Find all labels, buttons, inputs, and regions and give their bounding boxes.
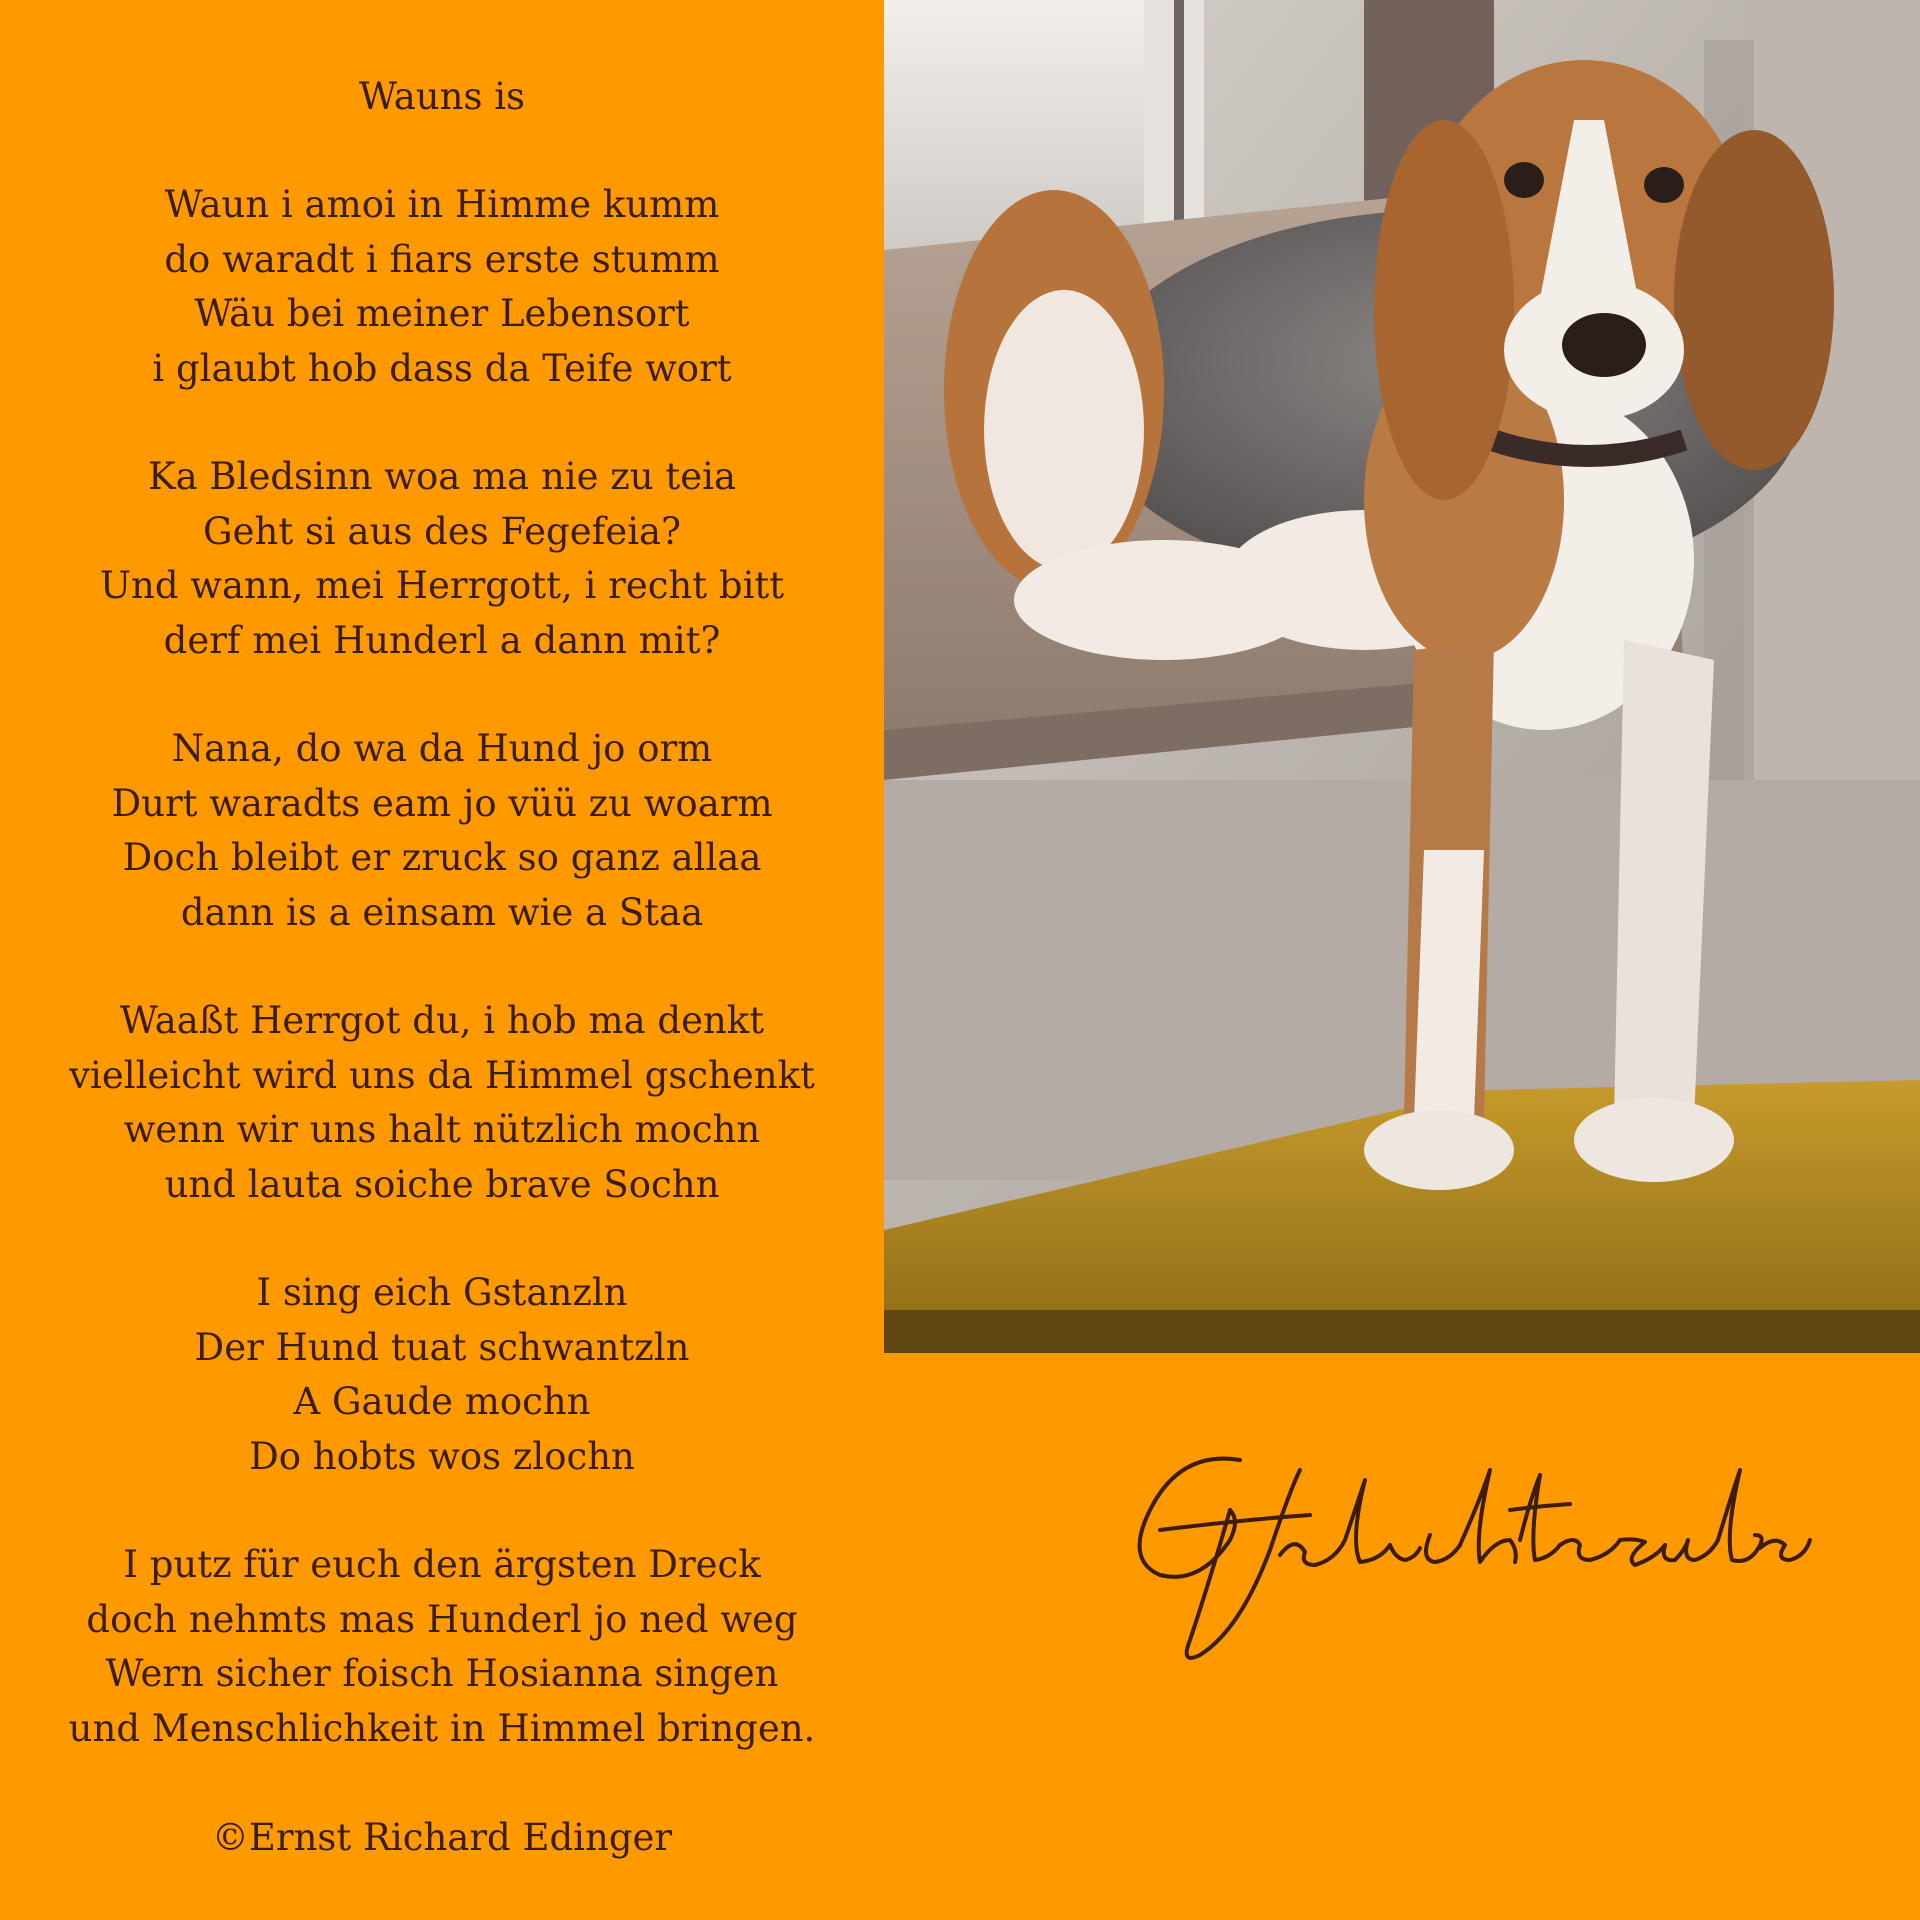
poem-line: dann is a einsam wie a Staa bbox=[180, 890, 704, 934]
signature bbox=[1120, 1440, 1820, 1670]
poem-line: I putz für euch den ärgsten Dreck bbox=[123, 1543, 761, 1587]
poem-stanza-5 bbox=[0, 1266, 884, 1484]
poem-line: und lauta soiche brave Sochn bbox=[164, 1162, 720, 1206]
poem-line: Waun i amoi in Himme kumm bbox=[164, 183, 720, 227]
poem-line: do waradt i fiars erste stumm bbox=[164, 237, 720, 281]
poem-stanza-3 bbox=[0, 722, 884, 940]
poem-copyright: ©Ernst Richard Edinger bbox=[211, 1815, 673, 1859]
poem-line: Doch bleibt er zruck so ganz allaa bbox=[122, 836, 762, 880]
poem-line: I sing eich Gstanzln bbox=[256, 1271, 628, 1315]
poem-line: A Gaude mochn bbox=[293, 1380, 591, 1424]
signature-logo bbox=[1120, 1440, 1820, 1670]
beagle-illustration bbox=[884, 0, 1920, 1353]
poem-line: vielleicht wird uns da Himmel gschenkt bbox=[69, 1053, 815, 1097]
poem-line: wenn wir uns halt nützlich mochn bbox=[123, 1108, 761, 1152]
poem-stanza-1 bbox=[0, 178, 884, 396]
poem-stanza-4 bbox=[0, 994, 884, 1212]
poem-stanza-2 bbox=[0, 450, 884, 668]
poem-line: Und wann, mei Herrgott, i recht bitt bbox=[99, 564, 785, 608]
poem-title: Wauns is bbox=[358, 75, 526, 118]
poem-line: und Menschlichkeit in Himmel bringen. bbox=[68, 1706, 816, 1750]
poem bbox=[0, 70, 884, 1865]
poem-line: Ka Bledsinn woa ma nie zu teia bbox=[147, 455, 737, 499]
poem-line: Der Hund tuat schwantzln bbox=[194, 1325, 690, 1369]
poem-line: Wäu bei meiner Lebensort bbox=[194, 292, 690, 336]
beagle-photo bbox=[884, 0, 1920, 1353]
signature-text bbox=[1120, 1440, 1128, 1441]
poem-line: derf mei Hunderl a dann mit? bbox=[163, 618, 721, 662]
poem-line: Nana, do wa da Hund jo orm bbox=[171, 727, 713, 771]
poem-stanza-6 bbox=[0, 1538, 884, 1756]
poem-line: i glaubt hob dass da Teife wort bbox=[152, 346, 732, 390]
poem-line: doch nehmts mas Hunderl jo ned weg bbox=[86, 1597, 798, 1641]
poem-line: Geht si aus des Fegefeia? bbox=[203, 509, 681, 553]
poem-line: Waaßt Herrgot du, i hob ma denkt bbox=[119, 999, 765, 1043]
poem-line: Wern sicher foisch Hosianna singen bbox=[105, 1652, 779, 1696]
poem-line: Do hobts wos zlochn bbox=[249, 1434, 635, 1478]
poem-line: Durt waradts eam jo vüü zu woarm bbox=[111, 781, 773, 825]
